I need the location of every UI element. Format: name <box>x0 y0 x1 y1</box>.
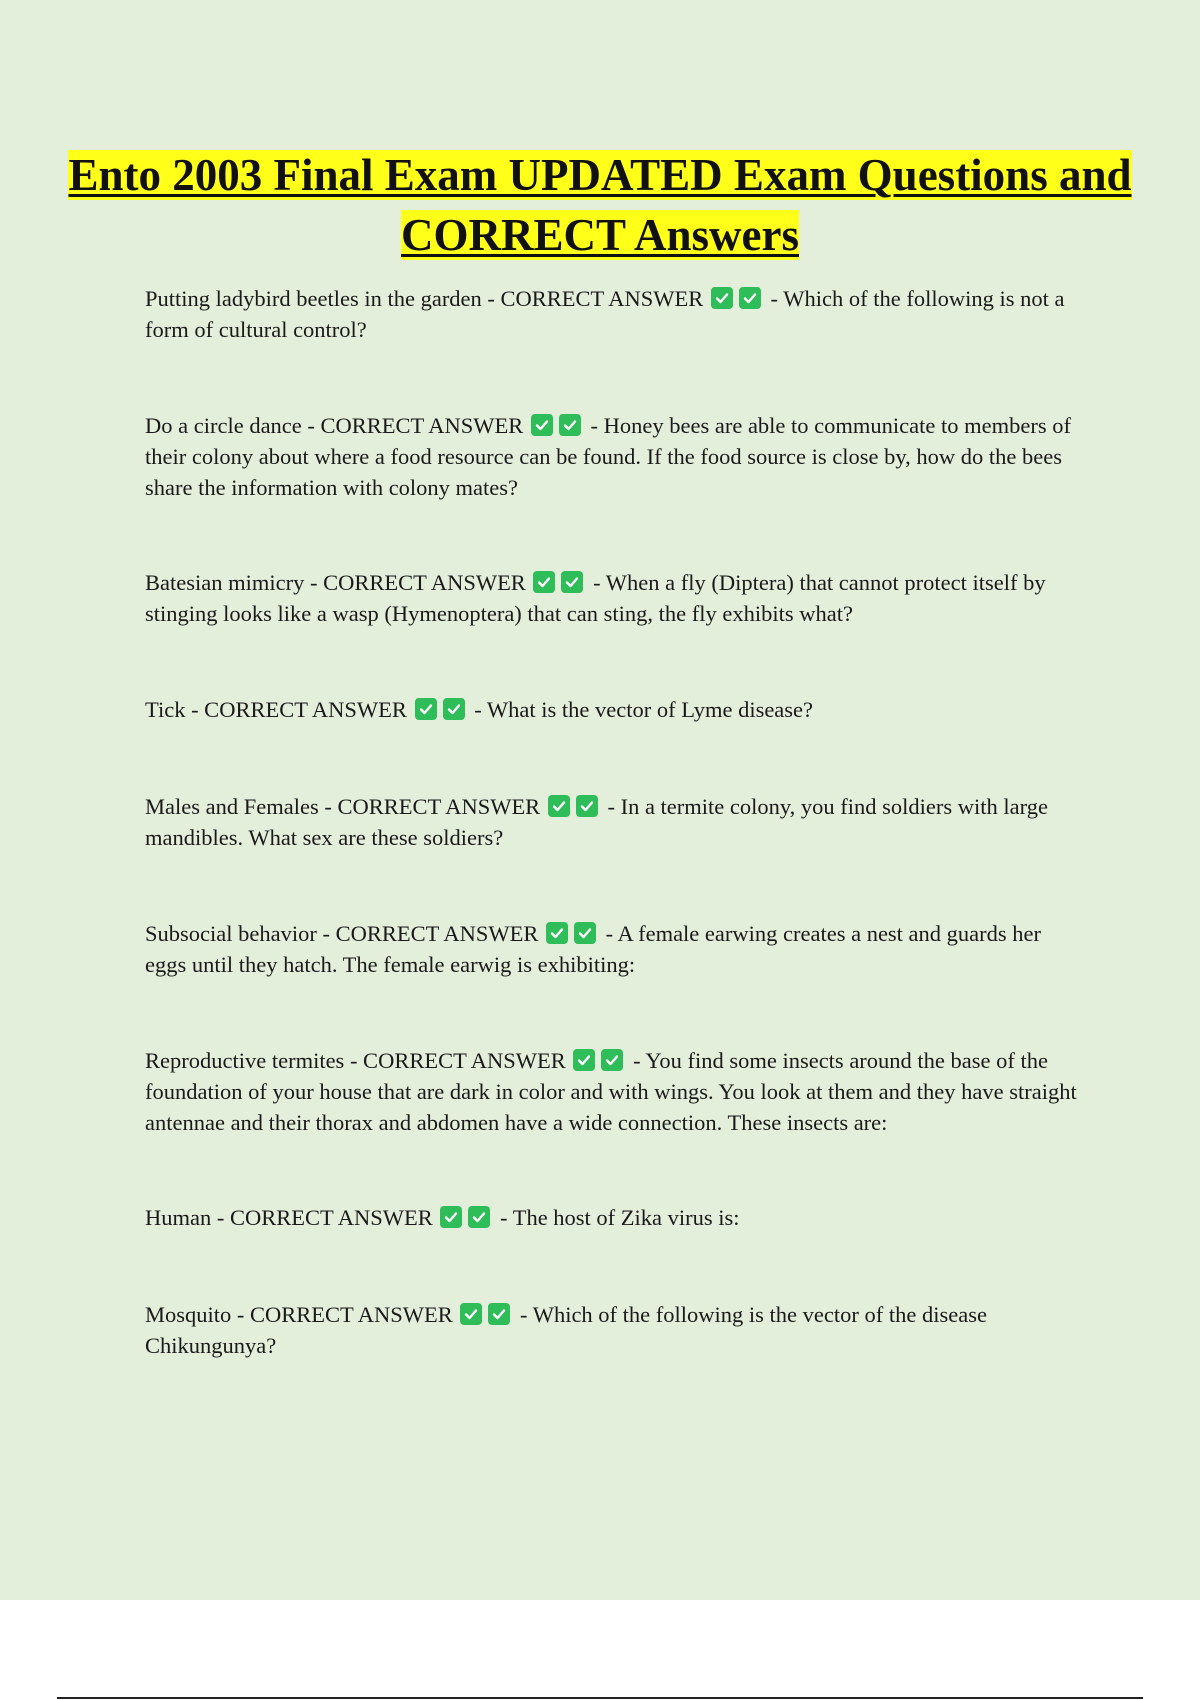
answer-text: Mosquito - CORRECT ANSWER <box>145 1302 453 1327</box>
qa-item <box>145 1045 1080 1138</box>
qa-item <box>145 791 1080 853</box>
qa-item <box>145 410 1080 503</box>
qa-item <box>145 1202 740 1233</box>
check-mark-icon <box>601 1049 623 1071</box>
title-block <box>0 145 1200 265</box>
qa-item <box>145 283 1080 345</box>
answer-text: Putting ladybird beetles in the garden - CORRECT ANSWER <box>145 286 704 311</box>
check-mark-icon <box>548 795 570 817</box>
check-mark-icon <box>739 287 761 309</box>
answer-text: Tick - CORRECT ANSWER <box>145 697 407 722</box>
answer-text: Human - CORRECT ANSWER <box>145 1205 433 1230</box>
check-mark-icon <box>443 698 465 720</box>
question-text: - The host of Zika virus is: <box>499 1205 740 1230</box>
question-text: - Which of the following is the vector of the disease Chikungunya? <box>145 1302 987 1358</box>
check-mark-icon <box>546 922 568 944</box>
check-mark-icon <box>559 414 581 436</box>
qa-item <box>145 1299 1080 1361</box>
check-mark-icon <box>460 1303 482 1325</box>
document-title: Ento 2003 Final Exam UPDATED Exam Questions and CORRECT Answers <box>68 150 1132 260</box>
check-mark-icon <box>573 1049 595 1071</box>
question-text: - You find some insects around the base of the foundation of your house that are dark in color and with wings. You look at them and they have straight antennae and their thorax and abdomen have a wide connection. These insects are: <box>145 1048 1077 1135</box>
answer-text: Subsocial behavior - CORRECT ANSWER <box>145 921 539 946</box>
question-text: - Which of the following is not a form of cultural control? <box>145 286 1065 342</box>
check-mark-icon <box>533 571 555 593</box>
answer-text: Batesian mimicry - CORRECT ANSWER <box>145 570 526 595</box>
qa-item <box>145 694 813 725</box>
check-mark-icon <box>440 1206 462 1228</box>
check-mark-icon <box>576 795 598 817</box>
qa-item <box>145 918 1080 980</box>
check-mark-icon <box>468 1206 490 1228</box>
qa-item <box>145 567 1080 629</box>
check-mark-icon <box>574 922 596 944</box>
check-mark-icon <box>711 287 733 309</box>
check-mark-icon <box>415 698 437 720</box>
question-text: - In a termite colony, you find soldiers with large mandibles. What sex are these soldiers? <box>145 794 1048 850</box>
check-mark-icon <box>561 571 583 593</box>
answer-text: Males and Females - CORRECT ANSWER <box>145 794 541 819</box>
check-mark-icon <box>531 414 553 436</box>
question-text: - What is the vector of Lyme disease? <box>474 697 814 722</box>
answer-text: Reproductive termites - CORRECT ANSWER <box>145 1048 566 1073</box>
question-text: - Honey bees are able to communicate to members of their colony about where a food resource can be found. If the food source is close by, how do the bees share the information with colony mates? <box>145 413 1071 500</box>
question-text: - A female earwing creates a nest and guards her eggs until they hatch. The female earwig is exhibiting: <box>145 921 1042 977</box>
check-mark-icon <box>488 1303 510 1325</box>
footer-divider <box>57 1697 1143 1699</box>
answer-text: Do a circle dance - CORRECT ANSWER <box>145 413 524 438</box>
question-text: - When a fly (Diptera) that cannot protect itself by stinging looks like a wasp (Hymenoptera) that can sting, the fly exhibits what? <box>145 570 1046 626</box>
